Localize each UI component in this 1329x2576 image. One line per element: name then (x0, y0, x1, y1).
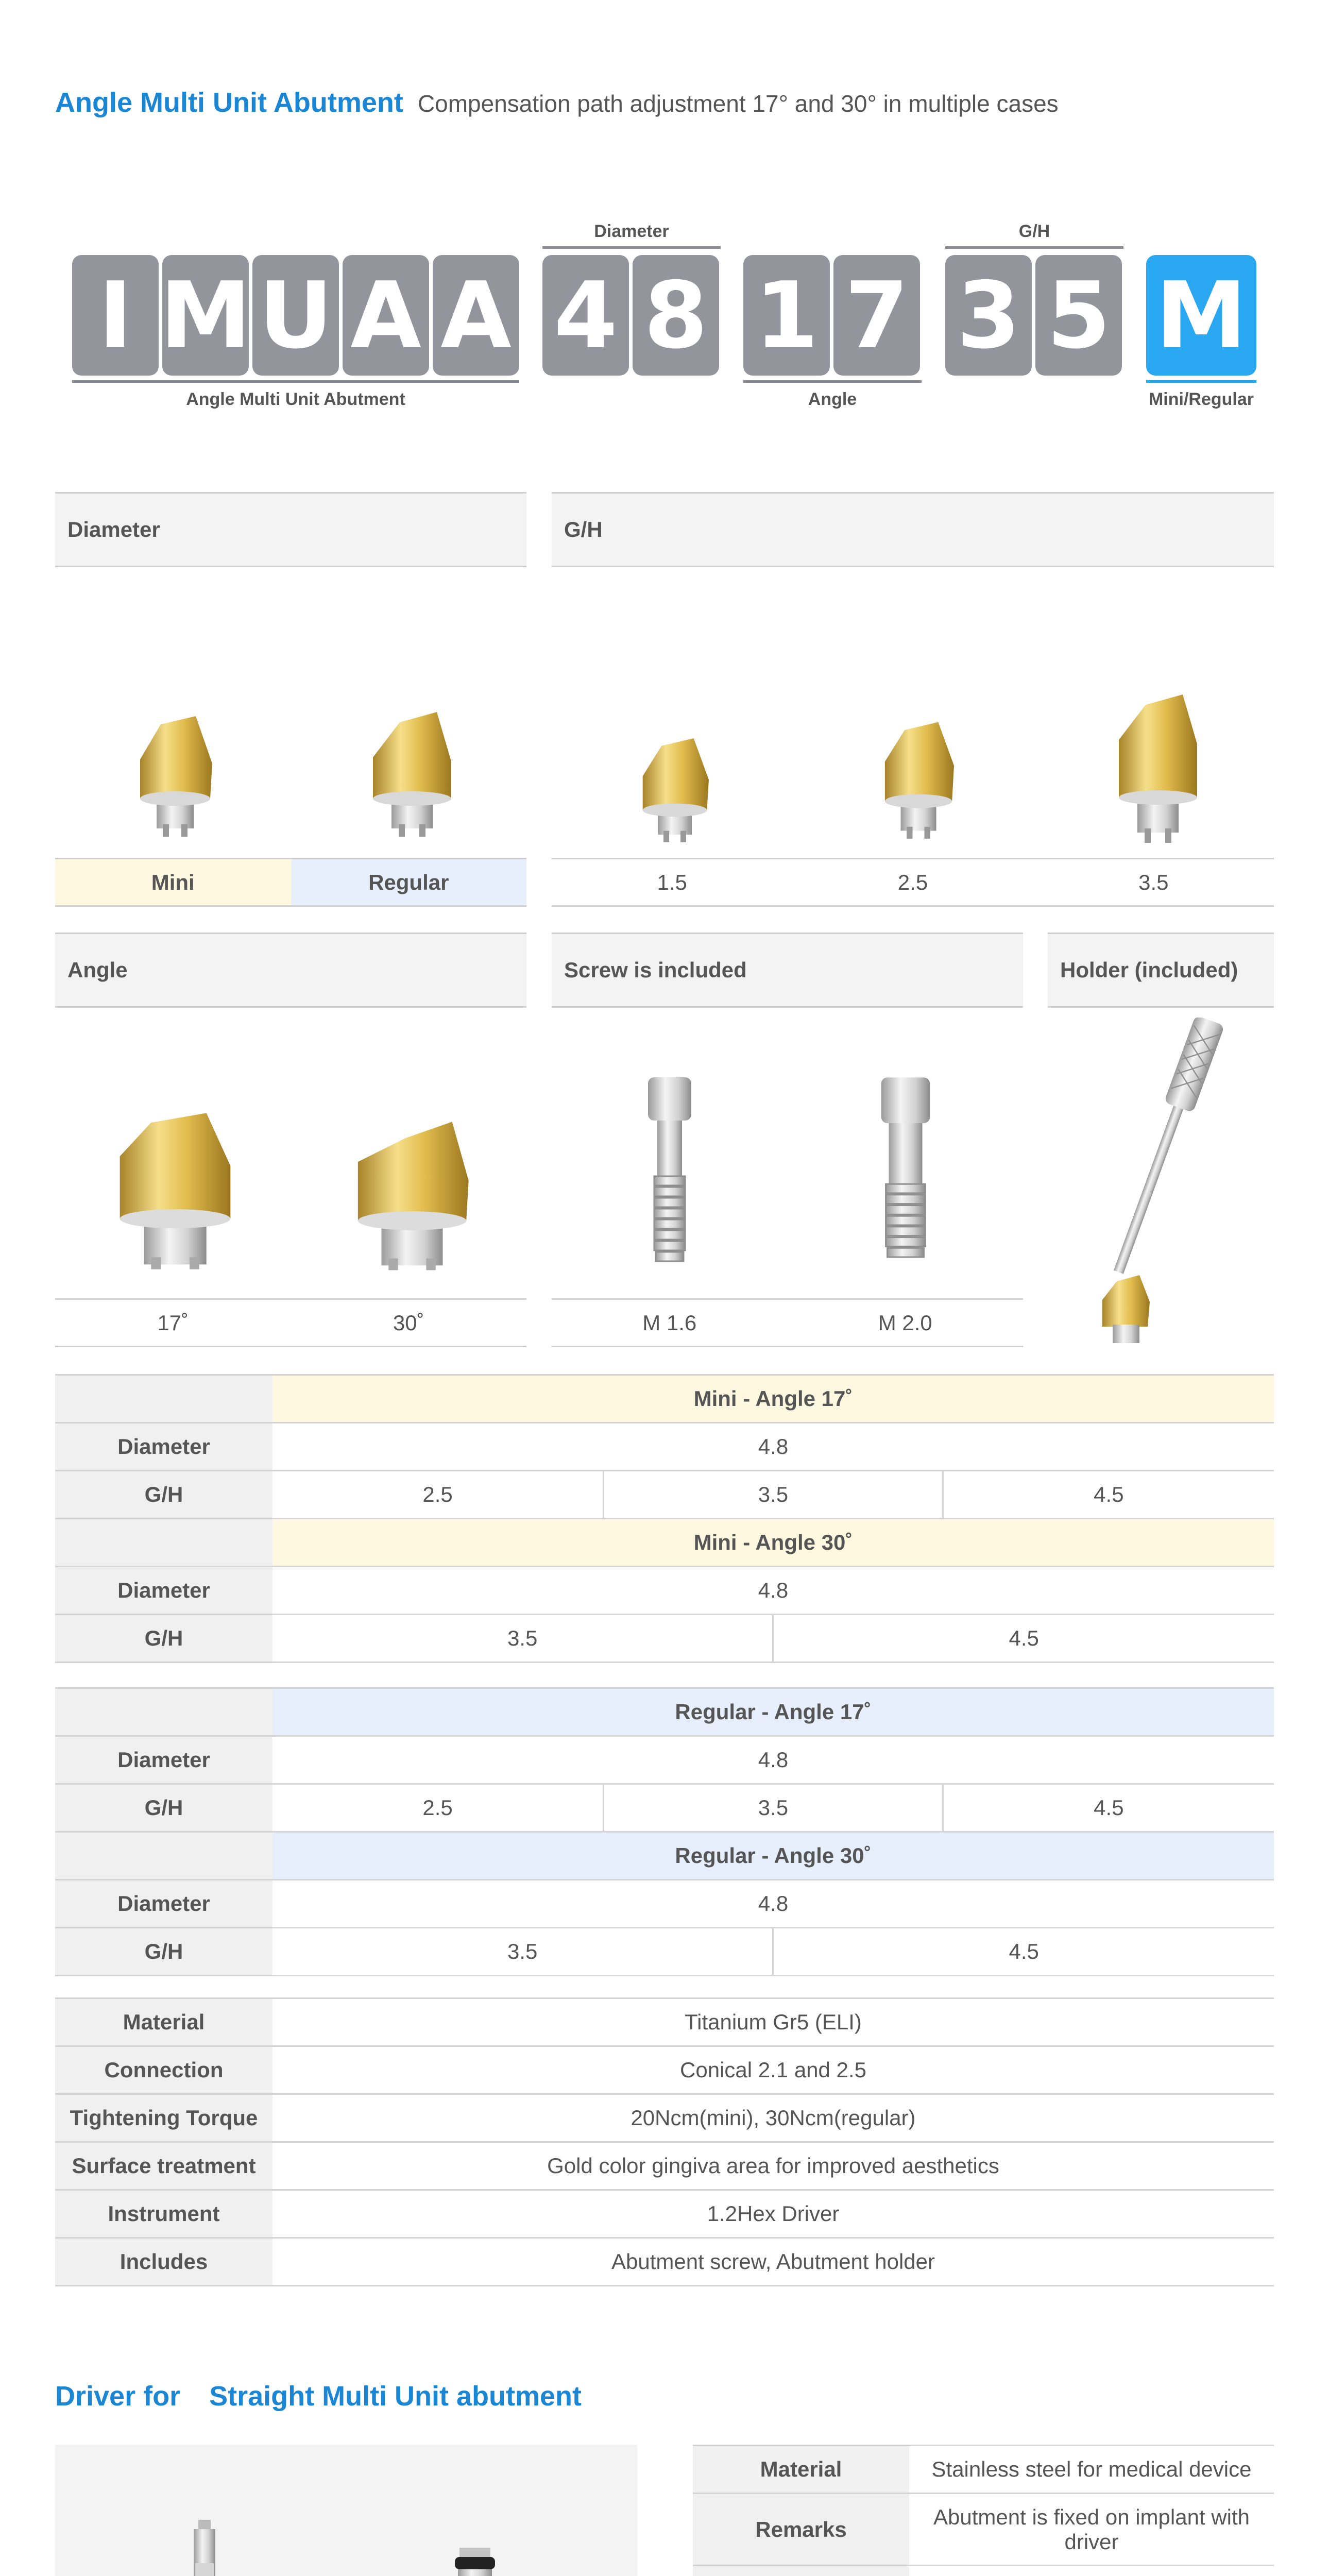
regular-17-gh-value-2: 3.5 (604, 1784, 943, 1832)
code-letter-7: 8 (633, 255, 719, 376)
code-letter-9: 7 (833, 255, 920, 376)
gh-1-5-image (618, 711, 731, 845)
angle-option-17: 17˚ (157, 1310, 189, 1335)
angle-options-row (55, 1298, 526, 1347)
code-letter-11: 5 (1035, 255, 1122, 376)
code-label-mini-regular: Mini/Regular (1148, 389, 1254, 409)
regular-17-corner (55, 1688, 272, 1736)
prop-includes-value: Abutment screw, Abutment holder (272, 2238, 1274, 2286)
driver-remarks-value: Abutment is fixed on implant with driver (909, 2494, 1274, 2566)
holder-section-header: Holder (included) (1048, 933, 1274, 1008)
mini-abutment-image (113, 696, 237, 840)
regular-17-title: Regular - Angle 17˚ (272, 1688, 1274, 1736)
regular-17-gh-value-3: 4.5 (943, 1784, 1274, 1832)
code-label-angle: Angle (808, 389, 857, 409)
regular-30-gh-value-1: 3.5 (272, 1928, 773, 1976)
page-subtitle: Compensation path adjustment 17° and 30° in multiple cases (417, 90, 1059, 117)
mini-17-diameter-value: 4.8 (272, 1423, 1274, 1471)
code-letter-5: A (433, 255, 519, 376)
angle-option-30: 30˚ (393, 1310, 424, 1335)
code-line-diameter (542, 246, 721, 249)
prop-material-value: Titanium Gr5 (ELI) (272, 1998, 1274, 2046)
prop-connection-value: Conical 2.1 and 2.5 (272, 2046, 1274, 2094)
gh-section-header: G/H (552, 492, 1274, 567)
properties-table (55, 1997, 1274, 2286)
code-letter-6: 4 (542, 255, 629, 376)
angle-30-image (340, 1108, 484, 1273)
code-line-product (72, 380, 519, 383)
screw-m20-image (872, 1074, 939, 1273)
code-line-gh (945, 246, 1123, 249)
code-line-angle (743, 380, 922, 383)
mini-17-corner (55, 1375, 272, 1423)
diameter-section-header: Diameter (55, 492, 526, 567)
regular-30-diameter-label: Diameter (55, 1880, 272, 1928)
gh-option-1: 1.5 (657, 870, 687, 894)
regular-30-gh-label: G/H (55, 1928, 272, 1976)
prop-surface-label: Surface treatment (55, 2142, 272, 2190)
regular-30-diameter-value: 4.8 (272, 1880, 1274, 1928)
regular-17-gh-label: G/H (55, 1784, 272, 1832)
driver-material-value: Stainless steel for medical device (909, 2446, 1274, 2494)
mini-30-gh-label: G/H (55, 1615, 272, 1663)
prop-torque-value: 20Ncm(mini), 30Ncm(regular) (272, 2094, 1274, 2142)
code-label-product: Angle Multi Unit Abutment (186, 389, 405, 409)
mini-17-gh-value-2: 3.5 (604, 1471, 943, 1519)
driver-title (55, 2380, 582, 2412)
mini-30-title: Mini - Angle 30˚ (272, 1519, 1274, 1567)
code-line-mini-regular (1146, 380, 1256, 383)
regular-spec-table (55, 1687, 1274, 1976)
mini-30-gh-value-2: 4.5 (773, 1615, 1274, 1663)
code-letter-2: M (162, 255, 249, 376)
screw-section-header: Screw is included (552, 933, 1023, 1008)
gh-options-row (552, 858, 1274, 907)
code-letter-8: 1 (743, 255, 830, 376)
code-letter-10: 3 (945, 255, 1032, 376)
driver-title-part2: Straight Multi Unit abutment (209, 2381, 582, 2412)
regular-17-gh-value-1: 2.5 (272, 1784, 604, 1832)
driver-long-image (174, 2517, 235, 2576)
angle-17-image (103, 1103, 247, 1273)
mini-17-title: Mini - Angle 17˚ (272, 1375, 1274, 1423)
regular-abutment-image (350, 696, 474, 840)
diameter-option-mini: Mini (55, 859, 291, 905)
mini-17-gh-value-3: 4.5 (943, 1471, 1274, 1519)
screw-option-m20: M 2.0 (878, 1310, 932, 1335)
driver-material-label: Material (693, 2446, 909, 2494)
code-label-gh: G/H (1018, 222, 1050, 241)
mini-30-gh-value-1: 3.5 (272, 1615, 773, 1663)
regular-30-title: Regular - Angle 30˚ (272, 1832, 1274, 1880)
code-letter-12: M (1146, 255, 1256, 376)
driver-option-label (693, 2566, 909, 2576)
mini-30-diameter-label: Diameter (55, 1567, 272, 1615)
page-header (55, 87, 1059, 120)
code-letter-3: U (252, 255, 339, 376)
screw-option-m16: M 1.6 (642, 1310, 697, 1335)
prop-connection-label: Connection (55, 2046, 272, 2094)
gh-option-3: 3.5 (1138, 870, 1169, 894)
driver-option-value (909, 2566, 1274, 2576)
driver-title-part1: Driver for (55, 2381, 181, 2412)
screw-options-row (552, 1298, 1023, 1347)
regular-17-diameter-value: 4.8 (272, 1736, 1274, 1784)
code-letter-1: I (72, 255, 159, 376)
code-letter-4: A (343, 255, 429, 376)
regular-17-diameter-label: Diameter (55, 1736, 272, 1784)
driver-short-image (447, 2548, 503, 2576)
prop-instrument-label: Instrument (55, 2190, 272, 2238)
mini-17-diameter-label: Diameter (55, 1423, 272, 1471)
code-label-diameter: Diameter (594, 222, 669, 241)
driver-image-panel (55, 2445, 637, 2576)
gh-3-5-image (1096, 680, 1220, 845)
prop-instrument-value: 1.2Hex Driver (272, 2190, 1274, 2238)
diameter-options-row (55, 858, 526, 907)
regular-30-corner (55, 1832, 272, 1880)
page-title: Angle Multi Unit Abutment (55, 87, 403, 118)
angle-section-header: Angle (55, 933, 526, 1008)
mini-spec-table (55, 1374, 1274, 1663)
gh-2-5-image (859, 701, 978, 842)
prop-material-label: Material (55, 1998, 272, 2046)
screw-m16-image (639, 1074, 701, 1275)
prop-torque-label: Tightening Torque (55, 2094, 272, 2142)
mini-17-gh-label: G/H (55, 1471, 272, 1519)
driver-props-table (693, 2445, 1274, 2576)
gh-option-2: 2.5 (897, 870, 928, 894)
driver-remarks-label: Remarks (693, 2494, 909, 2566)
prop-includes-label: Includes (55, 2238, 272, 2286)
holder-image (1082, 1018, 1247, 1347)
diameter-option-regular: Regular (291, 859, 527, 905)
regular-30-gh-value-2: 4.5 (773, 1928, 1274, 1976)
prop-surface-value: Gold color gingiva area for improved aesthetics (272, 2142, 1274, 2190)
mini-30-corner (55, 1519, 272, 1567)
mini-30-diameter-value: 4.8 (272, 1567, 1274, 1615)
mini-17-gh-value-1: 2.5 (272, 1471, 604, 1519)
